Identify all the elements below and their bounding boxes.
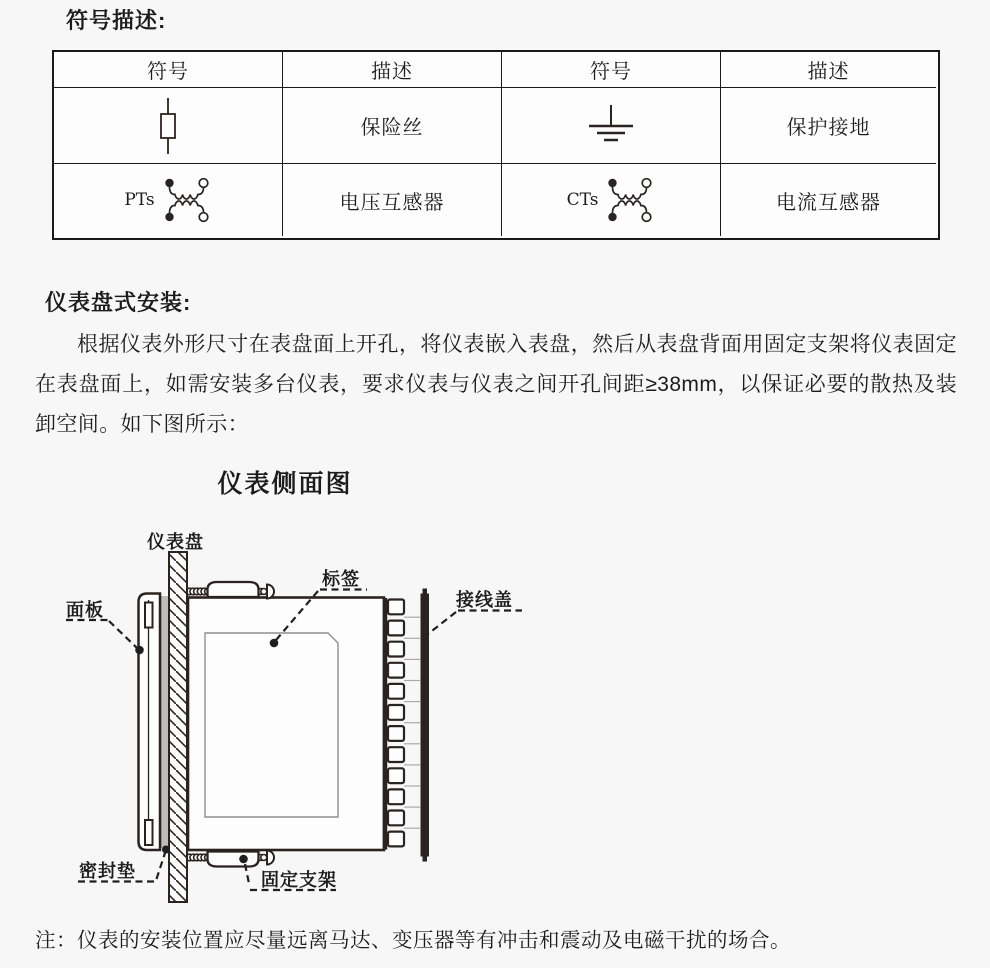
earth-symbol-cell: [502, 88, 721, 164]
terminal-cover-label: 接线盖: [456, 590, 513, 610]
ct-tag: CTs: [566, 190, 599, 210]
table-header-symbol-2: 符号: [502, 52, 721, 88]
front-panel-label: 面板: [66, 600, 104, 620]
terminal-cover-bar: [421, 589, 430, 862]
bottom-fixing-bracket: [186, 851, 274, 867]
table-header-desc-1: 描述: [283, 52, 502, 88]
pt-desc-cell: 电压互感器: [283, 164, 502, 236]
terminal-divider-lines: [404, 617, 420, 828]
sticker-label: 标签: [322, 569, 360, 589]
install-paragraph: 根据仪表外形尺寸在表盘面上开孔，将仪表嵌入表盘，然后从表盘背面用固定支架将仪表固定在表盘面上，如需安装多台仪表，要求仪表与仪表之间开孔间距≥38mm，以保证必要的散热及装卸空间。如下图所示：: [35, 333, 957, 436]
front-panel-bezel: [139, 594, 161, 851]
panel-board-label: 仪表盘: [147, 532, 204, 552]
fuse-icon: [148, 95, 188, 157]
diagram-title: 仪表侧面图: [217, 469, 353, 498]
table-header-symbol-1: 符号: [54, 52, 283, 88]
fixing-bracket-label: 固定支架: [261, 870, 337, 890]
symbol-section-heading: 符号描述:: [66, 8, 167, 33]
fuse-desc-cell: 保险丝: [283, 88, 502, 164]
table-header-desc-2: 描述: [721, 52, 936, 88]
sticker-outline: [205, 633, 338, 817]
ct-desc-cell: 电流互感器: [776, 191, 881, 214]
terminal-block-column: [388, 600, 404, 847]
pt-symbol-cell: [54, 164, 283, 236]
pt-tag: PTs: [124, 190, 155, 210]
panel-board-wall: [169, 552, 187, 902]
top-fixing-bracket: [186, 582, 274, 599]
fuse-symbol-cell: [54, 88, 283, 164]
earth-icon: [586, 104, 636, 148]
pt-coil-icon: [162, 176, 212, 224]
install-section-heading: 仪表盘式安装:: [45, 290, 192, 315]
earth-desc-cell: 保护接地: [721, 88, 936, 164]
symbol-table: [52, 50, 940, 240]
ct-symbol-cell: [502, 164, 721, 236]
seal-gasket-label: 密封垫: [79, 861, 136, 881]
ct-coil-icon: [605, 176, 655, 224]
install-note: 注：仪表的安装位置应尽量远离马达、变压器等有冲击和震动及电磁干扰的场合。: [35, 929, 791, 952]
